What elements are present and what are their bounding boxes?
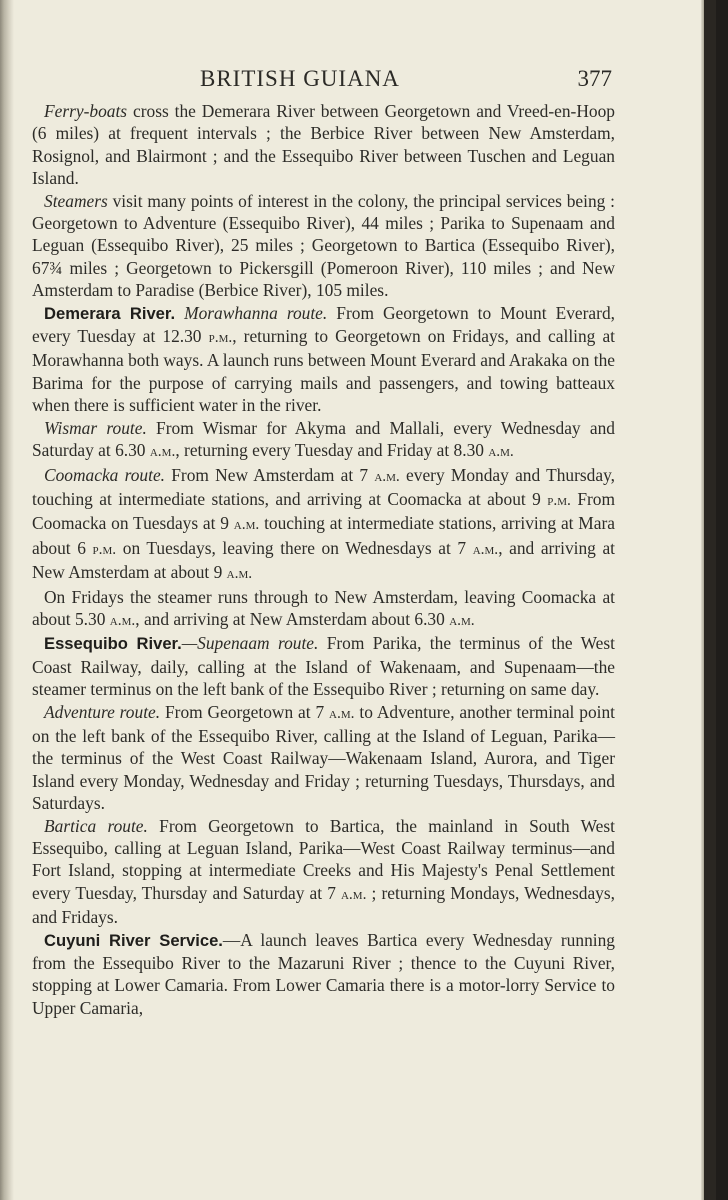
paragraph-text: From Georgetown to Mount Everard, every Tuesday at 12.30 p.m., returning to Georgetown on Fridays, and calling at Morawhanna both ways. A launch runs between Mount Everard and Arakaka on the Barima for the purpose of carrying mails and passengers, and towing batteaux when there is sufficient water in the river.	[32, 302, 615, 416]
section-heading: Essequibo River.	[44, 634, 182, 654]
route-name: Bartica route.	[44, 815, 148, 836]
time-marker: a.m.	[449, 611, 475, 629]
time-marker: a.m.	[472, 540, 499, 558]
time-marker: a.m.	[340, 885, 367, 903]
time-marker: a.m.	[109, 611, 136, 629]
route-name: —Supenaam route.	[181, 633, 319, 654]
paragraph-text: From Georgetown to Bartica, the mainland in South West Essequibo, calling at Leguan Island, Parika—West Coast Railway terminus—and Fort Island, stopping at intermediate Creeks and His Majesty's Penal Settlement every Tuesday, Thursday and Saturday at 7 a.m. ; returning Mondays, Wednesdays, and Fridays.	[32, 815, 615, 928]
page-gutter	[0, 0, 14, 1200]
paragraph-adventure-route	[32, 701, 615, 815]
time-marker: p.m.	[547, 491, 571, 509]
route-name: Coomacka route.	[44, 464, 166, 485]
paragraph-lead: Ferry-boats	[44, 101, 128, 121]
paragraph-text: From Georgetown at 7 a.m. to Adventure, another terminal point on the left bank of the Essequibo River, calling at the Island of Leguan, Parika—the terminus of the West Coast Railway—Wakenaam Island, Aurora, and Tiger Island every Monday, Wednesday and Friday ; returning Tuesdays, Thursdays, and Saturdays.	[32, 701, 616, 814]
paragraph-text: —A launch leaves Bartica every Wednesday running from the Essequibo River to the Mazaruni River ; thence to the Cuyuni River, stopping at Lower Camaria. From Lower Camaria there is a motor-lorry Service to Upper Camaria,	[32, 929, 615, 1018]
page-body	[32, 100, 615, 1019]
route-name: Morawhanna route.	[184, 302, 328, 323]
time-marker: a.m.	[233, 516, 260, 534]
paragraph-text: From Parika, the terminus of the West Coast Railway, daily, calling at the Island of Wakenaam, and Supenaam—the steamer terminus on the left bank of the Essequibo River ; returning on same day.	[32, 633, 615, 700]
route-name: Wismar route.	[44, 417, 147, 438]
time-marker: a.m.	[374, 467, 400, 485]
route-name: Adventure route.	[44, 701, 161, 722]
page-header	[32, 66, 612, 100]
page-number: 377	[577, 66, 612, 91]
time-marker: a.m.	[329, 704, 355, 722]
paragraph-text: From Wismar for Akyma and Mallali, every Wednesday and Saturday at 6.30 a.m., returning every Tuesday and Friday at 8.30 a.m.	[32, 417, 615, 461]
paragraph-ferry-boats	[32, 100, 615, 190]
section-heading: Demerara River.	[44, 303, 176, 323]
paragraph-text: From New Amsterdam at 7 a.m. every Monday and Thursday, touching at intermediate stations, and arriving at Coomacka at about 9 p.m. From Coomacka on Tuesdays at 9 a.m. touching at intermediate stations, arriving at Mara about 6 p.m. on Tuesdays, leaving there on Wednesdays at 7 a.m., and arriving at New Amsterdam at about 9 a.m.	[32, 464, 616, 583]
paragraph-text: visit many points of interest in the colony, the principal services being : Georgetown to Adventure (Essequibo River), 44 miles ; Parika to Supenaam and Leguan (Essequibo River), 25 miles ; Georgetown to Bartica (Essequibo River), 67¾ miles ; Georgetown to Pickersgill (Pomeroon River), 110 miles ; and New Amsterdam to Paradise (Berbice River), 105 miles.	[32, 190, 615, 301]
time-marker: a.m.	[149, 443, 176, 461]
paragraph-coomacka-route	[32, 464, 615, 586]
time-marker: p.m.	[208, 329, 233, 347]
time-marker: a.m.	[226, 565, 253, 583]
running-head: BRITISH GUIANA	[200, 66, 400, 91]
paragraph-essequibo-river	[32, 632, 615, 700]
page-edge	[704, 0, 716, 1200]
paragraph-bartica-route	[32, 815, 615, 929]
paragraph-wismar-route	[32, 417, 615, 464]
paragraph-text: cross the Demerara River between Georgetown and Vreed-en-Hoop (6 miles) at frequent intervals ; the Berbice River between New Amsterdam, Rosignol, and Blairmont ; and the Essequibo River between Tuschen and Leguan Island.	[32, 101, 615, 189]
paragraph-cuyuni-river-service	[32, 929, 615, 1020]
time-marker: p.m.	[92, 540, 117, 558]
paragraph-steamers	[32, 190, 615, 302]
time-marker: a.m.	[488, 443, 514, 461]
paragraph-demerara-river	[32, 302, 615, 417]
paragraph-lead: Steamers	[44, 190, 108, 211]
section-heading: Cuyuni River Service.	[44, 930, 223, 950]
paragraph-text: On Fridays the steamer runs through to New Amsterdam, leaving Coomacka at about 5.30 a.m., and arriving at New Amsterdam about 6.30 a.m.	[32, 586, 615, 629]
paragraph-fridays	[32, 586, 615, 633]
